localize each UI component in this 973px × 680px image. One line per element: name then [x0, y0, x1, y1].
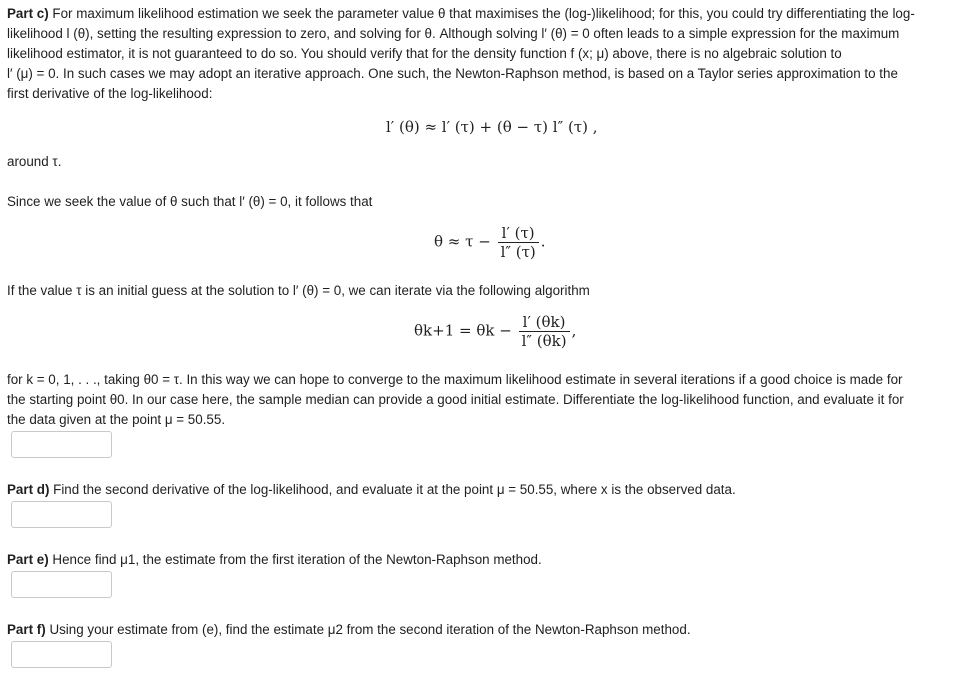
since-text: Since we seek the value of θ such that l′ (θ) = 0, it follows that	[7, 194, 373, 209]
part-c-answer-input[interactable]	[11, 431, 112, 458]
part-c-closing-line-2: the starting point θ0. In our case here, the sample median can provide a good initial estimate. Differentiate the log-likelihood function, and evaluate it for	[7, 392, 904, 407]
part-f-question	[7, 620, 969, 640]
part-f-text: Using your estimate from (e), find the estimate μ2 from the second iteration of the Newton-Raphson method.	[49, 622, 691, 637]
iteration-numerator: l′ (θk)	[522, 313, 566, 331]
part-e-question	[7, 550, 969, 570]
approx-equation	[434, 224, 546, 261]
part-c-intro-line-5: first derivative of the log-likelihood:	[7, 86, 213, 101]
around-text: around τ.	[7, 154, 62, 169]
part-d-question	[7, 480, 969, 500]
iteration-lhs: θk+1 = θk −	[414, 321, 512, 340]
approx-fraction	[498, 224, 539, 261]
part-e-label: Part e)	[7, 552, 49, 567]
iteration-tail: ,	[571, 321, 577, 340]
part-c-intro-line-4: l′ (μ) = 0. In such cases we may adopt an iterative approach. One such, the Newton-Raphson method, is based on a Taylor series approximation to the	[7, 66, 898, 81]
part-d-text: Find the second derivative of the log-likelihood, and evaluate it at the point μ = 50.55, where x is the observed data.	[53, 482, 736, 497]
part-c-label: Part c)	[7, 6, 49, 21]
part-e-text: Hence find μ1, the estimate from the first iteration of the Newton-Raphson method.	[52, 552, 542, 567]
part-c-closing-line-3: the data given at the point μ = 50.55.	[7, 412, 226, 427]
iteration-equation	[414, 313, 576, 350]
approx-denominator: l″ (τ)	[498, 242, 539, 261]
part-c-intro-line-1: For maximum likelihood estimation we seek the parameter value θ that maximises the (log-)likelihood; for this, you could try differentiating the log-	[52, 6, 915, 21]
part-f-label: Part f)	[7, 622, 46, 637]
part-c-closing-line-1: for k = 0, 1, . . ., taking θ0 = τ. In this way we can hope to converge to the maximum likelihood estimate in several iterations if a good choice is made for	[7, 372, 903, 387]
approx-numerator: l′ (τ)	[501, 224, 535, 242]
part-d-answer-input[interactable]	[11, 501, 112, 528]
taylor-equation: l′ (θ) ≈ l′ (τ) + (θ − τ) l″ (τ) ,	[386, 118, 598, 136]
approx-lhs: θ ≈ τ −	[434, 232, 491, 251]
part-c-intro-line-3: likelihood estimator, it is not guaranteed to do so. You should verify that for the density function f (x; μ) above, there is no algebraic solution to	[7, 46, 842, 61]
approx-tail: .	[540, 232, 546, 251]
iteration-denominator: l″ (θk)	[519, 331, 570, 350]
part-d-label: Part d)	[7, 482, 50, 497]
part-f-answer-input[interactable]	[11, 641, 112, 668]
part-c-intro-line-2: likelihood l (θ), setting the resulting expression to zero, and solving for θ. Although solving l′ (θ) = 0 often leads to a simple expression for the maximum	[7, 26, 900, 41]
part-c-closing	[7, 370, 969, 430]
part-c-intro	[7, 4, 969, 104]
iterate-text: If the value τ is an initial guess at the solution to l′ (θ) = 0, we can iterate via the following algorithm	[7, 283, 590, 298]
part-e-answer-input[interactable]	[11, 571, 112, 598]
iteration-fraction	[519, 313, 570, 350]
